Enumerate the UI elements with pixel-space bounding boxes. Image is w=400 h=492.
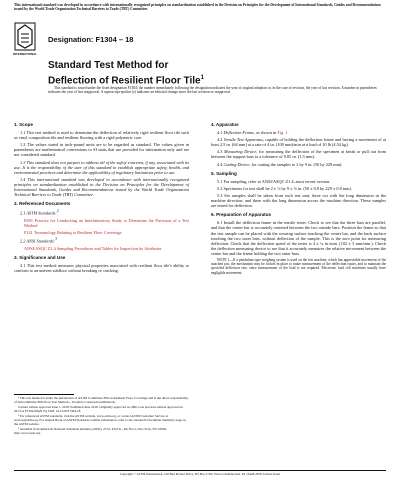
p4-1-term: Deflection Frame, — [223, 130, 255, 136]
title-line-1: Standard Test Method for — [48, 60, 169, 71]
footnote-1: ¹ This test method is under the jurisdiction of ASTM Committee F06 on Resilient Floor Coverings and is the direct responsibility of Subcommittee F06.20 on Test Methods - Products Construction/Materials. — [14, 396, 189, 404]
section-heading-apparatus: 4. Apparatus — [211, 122, 239, 127]
section-heading-significance: 3. Significance and Use — [14, 254, 66, 260]
paragraph-5-1: 5.1 For sampling, refer to ANSI/ASQC Z1.4–most recent version. — [217, 178, 331, 184]
paragraph-3-1: 3.1 This test method measures physical properties associated with resilient floor tile's ability to conform to an uneven subfloor without breaking or cracking. — [14, 262, 189, 273]
left-column — [14, 118, 189, 275]
astm-logo-icon — [14, 22, 36, 51]
note-1: NOTE 1—If a pendulum-type weighing system is used on the test machine, which has appreciable movement of the attached jaw, the mechanism may be locked in place to make measurement of the deflection easier, and to maintain the specified deflection rate, since measurement of the load is not required. Electronic load cell machines usually have negligible movement. — [211, 257, 386, 275]
p4-3-label: 4.3 — [217, 149, 225, 155]
paragraph-2-1 — [14, 209, 189, 216]
right-column — [211, 118, 386, 277]
section-heading-scope: 1. Scope — [14, 122, 33, 127]
footnote-divider — [14, 394, 74, 395]
paragraph-4-2 — [211, 137, 386, 147]
title-text: Deflection of Resilient Floor Tile — [48, 75, 201, 87]
link-f141[interactable]: F141 — [24, 230, 33, 236]
ansi-standards-label: 2.2 ANSI Standards: — [20, 238, 56, 244]
p4-4-text: for cutting the samples to 2 by 9 in. (50 by 229 mm). — [250, 161, 343, 167]
title-footnote-ref[interactable]: 1 — [200, 75, 204, 81]
paragraph-4-4 — [211, 162, 386, 167]
wto-notice: This international standard was developed in accordance with internationally recognized principles on standardization established in the Decision on Principles for the Development of International Standards, Guides and Recommendations issued by the World Trade Organization Technical Barriers to Trade (TBT) Committee. — [14, 3, 381, 12]
footer-divider — [14, 470, 386, 471]
logo-caption: INTERNATIONAL — [12, 52, 38, 56]
p4-2-term: Tensile Test Apparatus, — [223, 137, 264, 143]
footnote-1b: Current edition approved June 1, 2018. Published June 2018. Originally approved in 1990. Last previous edition approved in 2013 as F1304-08(2013). DOI: 10.1520/F1304-18. — [14, 405, 183, 413]
paragraph-4-1: 4.1 Deflection Frame, as shown in Fig. 1. — [217, 130, 289, 136]
reference-e691 — [24, 218, 189, 228]
designation: Designation: F1304 – 18 — [48, 35, 134, 44]
section-heading-preparation: 6. Preparation of Apparatus — [211, 212, 272, 218]
footnotes — [14, 396, 189, 436]
p4-4-label: 4.4 — [217, 161, 224, 167]
p4-3-text: for measuring the deflection of the specimen at break or pull out from between the support bars to a tolerance of 0.05 in. (1.3 mm). — [211, 149, 386, 160]
document-title — [48, 60, 204, 87]
p4-2-label: 4.2 — [217, 137, 224, 143]
reference-e691-text[interactable]: Practice for Conducting an Interlaboratory Study to Determine the Precision of a Test Method — [24, 217, 189, 228]
p4-2-text: capable of holding the deflection frame and having a movement of at least 2.5 in. (64 mm) at a rate of 4 in. (100 mm)/min at a load of 10 lb (4.54 kg). — [211, 137, 386, 148]
footnote-ref-3[interactable]: 3 — [55, 237, 58, 242]
link-ansi-z1-4[interactable]: ANSI/ASQC Z1.4 Sampling Procedures and Tables for Inspection by Attributes — [24, 245, 162, 251]
footnote-2: ² For referenced ASTM standards, visit the ASTM website, www.astm.org, or contact ASTM Customer Service at service@astm.org. For Annual Book of ASTM Standards volume information, refer to the standard's Document Summary page on the ASTM website. — [14, 414, 186, 426]
link-fig-1[interactable]: Fig. 1 — [277, 130, 288, 136]
section-heading-referenced-documents: 2. Referenced Documents — [14, 201, 71, 207]
reference-f141-text[interactable]: Terminology Relating to Resilient Floor Coverings — [32, 230, 122, 236]
paragraph-1-2: 1.2 The values stated in inch-pound units are to be regarded as standard. The values given in parentheses are mathematical conversions to SI units that are provided for information only and are not considered standard. — [14, 142, 189, 158]
paragraph-5-2: 5.2 Specimens for test shall be 2 ± ½ by 9 ± ⅛ in. (50 ± 0.8 by 229 ± 0.8 mm). — [217, 185, 352, 191]
p4-3-term: Measuring Device, — [224, 149, 258, 155]
p4-1-label: 4.1 — [217, 130, 224, 136]
paragraph-1-4: 1.4 This international standard was developed in accordance with internationally recognized principles on standardization established in the Decision on Principles for the Development of International Standards, Guides and Recommendations issued by the World Trade Organization Technical Barriers to Trade (TBT) Committee. — [14, 176, 189, 198]
copyright-footer: Copyright © ASTM International, 100 Barr Harbor Drive, PO Box C700, West Conshohocken, PA 19428-2959. United States — [119, 472, 281, 476]
paragraph-1-3: 1.3 This standard does not purport to address all of the safety concerns, if any, associated with its use. It is the responsibility of the user of this standard to establish appropriate safety, health, and environmental practices and determine the applicability of regulatory limitations prior to use. — [14, 159, 189, 175]
paragraph-2-2 — [14, 237, 189, 244]
footnote-3: ³ Available from American National Standards Institute (ANSI), 25 W. 43rd St., 4th Floor, New York, NY 10036, http://www.ansi.org. — [14, 427, 167, 435]
paragraph-5-3: 5.3 Six samples shall be taken from each test unit, three cut with the long dimension in the machine direction, and three with the long dimension across the machine direction. These samples are tested for deflection. — [211, 192, 386, 209]
p4-1-text: as shown in — [254, 130, 278, 136]
astm-standards-label: 2.1 ASTM Standards: — [20, 210, 57, 216]
p4-4-term: Cutting Device, — [223, 161, 251, 167]
paragraph-4-3 — [211, 149, 386, 159]
footnote-ref-2[interactable]: 2 — [56, 209, 59, 214]
link-e691[interactable]: E691 — [24, 217, 34, 223]
section-heading-sampling: 5. Sampling — [211, 170, 237, 176]
preamble: This standard is issued under the fixed designation F1304; the number immediately following the designation indicates the year of original adoption or, in the case of revision, the year of last revision. A number in parentheses indicates the year of last reapproval. A superscript epsilon (ε) indicates an editorial change since the last revision or reapproval. — [48, 86, 377, 95]
paragraph-6-1: 6.1 Install the deflection frame in the tensile tester. Check to see that the three bars are parallel, and that the center bar is accurately centered between the two outside bars. Position the frame so that the test sample can be placed with the wearing surface touching the center bar, and the back surface touching the two outer bars, without deflection of the sample. This is the zero point for measuring deflection. Check that the deflection speed of the tester is 4 ± ¼ in./min. (102 ± 3 mm/min.). Check the deflection measuring device to see that it accurately measures the relative movement between the center bar and the frame holding the two outer bars. — [211, 220, 386, 256]
reference-f141 — [24, 230, 189, 235]
paragraph-1-1: 1.1 This test method is used to determine the deflection of relatively rigid resilient floor tile such as vinyl composition tile and resilient flooring with a rigid polymeric core. — [14, 130, 189, 141]
